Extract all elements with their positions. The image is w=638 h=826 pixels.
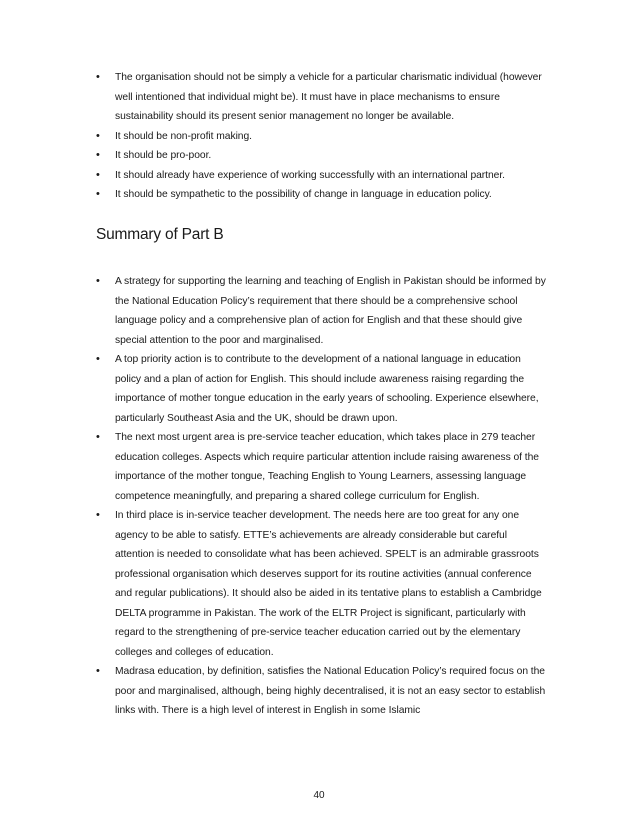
- list-item: [96, 146, 546, 166]
- bullet-icon: •: [96, 353, 100, 365]
- bullet-icon: •: [96, 188, 100, 200]
- list-item-text: It should be sympathetic to the possibility of change in language in education policy.: [115, 189, 492, 200]
- list-item-text: The organisation should not be simply a vehicle for a particular charismatic individual (however well intentioned that individual might be). It must have in place mechanisms to ensure sustainability should its present senior management no longer be available.: [115, 72, 542, 122]
- list-item-text: In third place is in-service teacher development. The needs here are too great for any one agency to be able to satisfy. ETTE’s achievements are already considerable but careful attention is needed to consolidate what has been achieved. SPELT is an admirable grassroots professional organisation which deserves support for its routine activities (annual conference and regular publications). It should also be aided in its tentative plans to establish a Cambridge DELTA programme in Pakistan. The work of the ELTR Project is significant, particularly with regard to the strengthening of pre-service teacher education carried out by the elementary colleges and colleges of education.: [115, 510, 542, 658]
- section-heading: Summary of Part B: [96, 226, 224, 243]
- summary-list: [96, 272, 546, 721]
- bullet-icon: •: [96, 665, 100, 677]
- page-number: 40: [313, 790, 325, 801]
- list-item: [96, 428, 546, 506]
- criteria-list: [96, 68, 546, 205]
- list-item: [96, 272, 546, 350]
- list-item-text: The next most urgent area is pre-service teacher education, which takes place in 279 teacher education colleges. Aspects which require particular attention include raising awareness of the importance of the mother tongue, Teaching English to Young Learners, assessing language competence meaningfully, and preparing a shared college curriculum for English.: [115, 432, 539, 502]
- list-item-text: A top priority action is to contribute to the development of a national language in education policy and a plan of action for English. This should include awareness raising regarding the importance of mother tongue education in the early years of schooling. Experience elsewhere, particularly Southeast Asia and the UK, should be drawn upon.: [115, 354, 539, 424]
- bullet-icon: •: [96, 431, 100, 443]
- list-item-text: A strategy for supporting the learning and teaching of English in Pakistan should be informed by the National Education Policy’s requirement that there should be a comprehensive school language policy and a comprehensive plan of action for English and that these should give special attention to the poor and marginalised.: [115, 276, 546, 346]
- list-item: [96, 127, 546, 147]
- list-item: [96, 185, 546, 205]
- bullet-icon: •: [96, 509, 100, 521]
- list-item: [96, 662, 546, 721]
- bullet-icon: •: [96, 168, 100, 181]
- bullet-icon: •: [96, 149, 100, 161]
- list-item-text: It should be non-profit making.: [115, 130, 252, 142]
- list-item: [96, 166, 546, 186]
- bullet-icon: •: [96, 71, 100, 83]
- list-item-text: It should already have experience of working successfully with an international partner.: [115, 169, 505, 181]
- list-item-text: It should be pro-poor.: [115, 150, 212, 161]
- bullet-icon: •: [96, 129, 100, 142]
- bullet-icon: •: [96, 275, 100, 287]
- list-item: [96, 350, 546, 428]
- list-item: [96, 506, 546, 662]
- list-item-text: Madrasa education, by definition, satisfies the National Education Policy’s required focus on the poor and marginalised, although, being highly decentralised, it is not an easy sector to establish links with. There is a high level of interest in English in some Islamic: [115, 666, 546, 716]
- list-item: [96, 68, 546, 127]
